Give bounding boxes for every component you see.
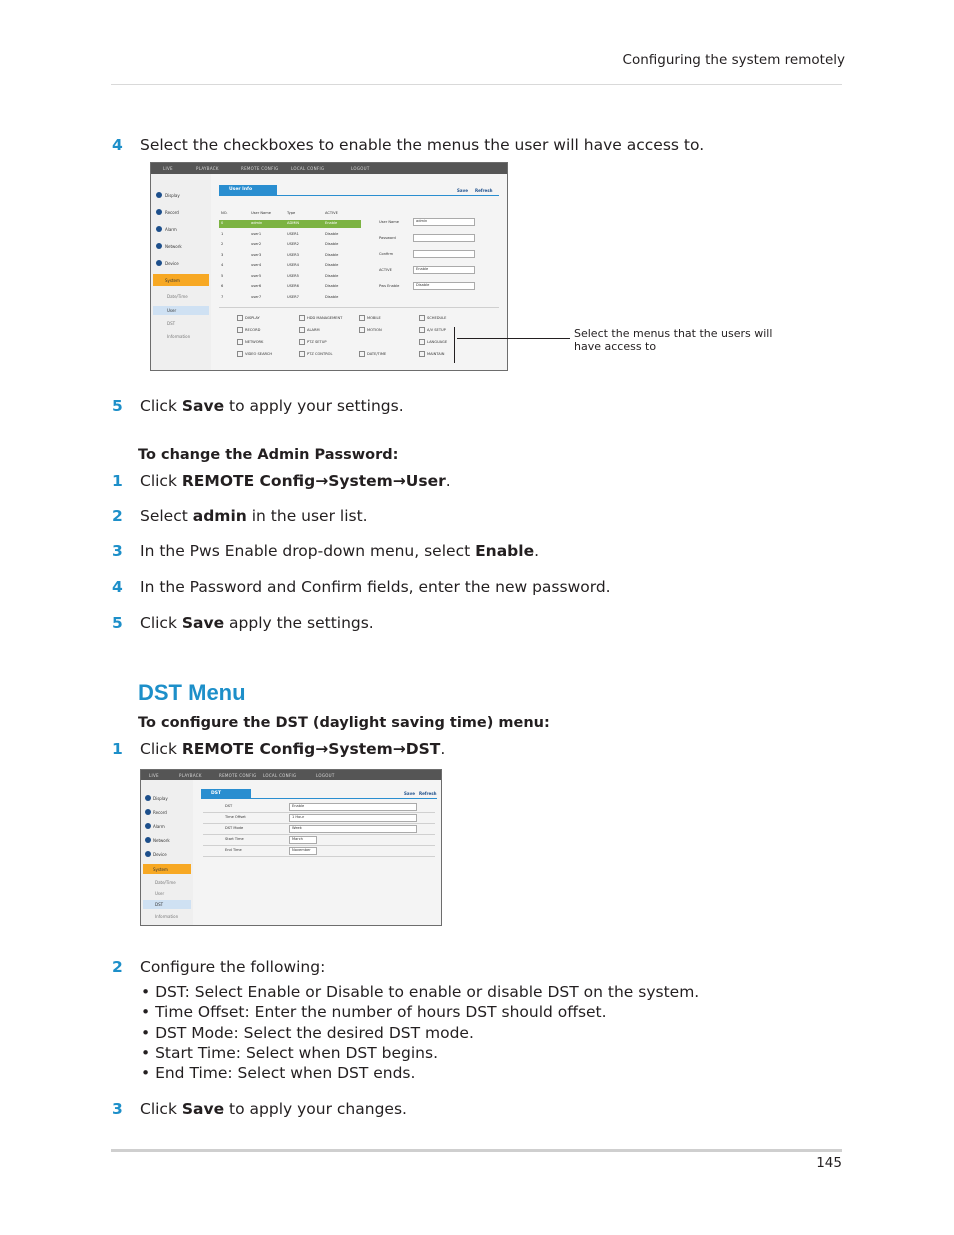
step-number: 2 (112, 958, 123, 976)
permission-label: ALARM (307, 328, 320, 332)
active-select[interactable] (413, 266, 475, 274)
table-cell: user1 (251, 231, 262, 236)
sidebar-sub-user: User (167, 308, 177, 313)
tab-remote-config: REMOTE CONFIG (241, 166, 279, 171)
table-cell: Disable (325, 263, 339, 267)
step-after: . (534, 542, 540, 560)
table-cell: Disable (325, 294, 339, 299)
step-bold-user: User (405, 472, 446, 490)
user-name-field[interactable] (413, 218, 475, 226)
label-user-name: User Name (379, 220, 399, 224)
step-after: to apply your changes. (224, 1100, 407, 1118)
step-number: 2 (112, 507, 123, 525)
home-icon (145, 795, 151, 801)
step-bold-remote-config: REMOTE Config (181, 740, 316, 758)
dst-row-divider (203, 856, 435, 857)
tab-playback: PLAYBACK (179, 773, 202, 778)
callout-text: Select the menus that the users will have access to (574, 327, 773, 353)
permission-label: VIDEO SEARCH (245, 352, 273, 356)
sidebar-record: Record (153, 810, 167, 815)
step-bold-remote-config: REMOTE Config (181, 472, 316, 490)
dst-row-label: Time Offset (225, 815, 246, 819)
dst-row-select[interactable] (289, 836, 317, 844)
dst-row-divider (203, 845, 435, 846)
step-text: Select the checkboxes to enable the menus the user will have access to. (140, 136, 705, 154)
record-icon (145, 809, 151, 815)
sidebar-sub-user: User (155, 891, 165, 896)
user-name-value: admin (416, 219, 428, 223)
sidebar-sub-dst: DST (167, 321, 176, 326)
step-text: Configure the following: (140, 958, 326, 976)
callout-bracket (454, 327, 455, 363)
checkbox-icon[interactable] (299, 351, 305, 357)
dst-row-value: 1 Hour (292, 815, 305, 819)
sidebar-display: Display (165, 193, 180, 198)
permission-label: SCHEDULE (427, 316, 447, 320)
table-cell: user7 (251, 294, 262, 299)
table-cell: USER6 (287, 284, 299, 288)
checkbox-icon[interactable] (419, 351, 425, 357)
permission-label: RECORD (245, 328, 261, 332)
table-cell: Disable (325, 252, 339, 257)
dst-row-divider (203, 834, 435, 835)
bullet-time-offset: • Time Offset: Enter the number of hours DST should offset. (141, 1003, 607, 1022)
alarm-icon (145, 823, 151, 829)
step-bold: Save (181, 397, 225, 415)
table-cell: user4 (251, 263, 262, 267)
step-before: Select (140, 507, 193, 525)
sidebar-record: Record (165, 210, 179, 215)
label-active: ACTIVE (379, 268, 392, 272)
section-title-dst: DST Menu (138, 680, 246, 705)
bullet-start-time: • Start Time: Select when DST begins. (141, 1043, 438, 1062)
refresh-link[interactable]: Refresh (419, 791, 437, 796)
admin-step-1 (112, 471, 451, 491)
table-cell: Enable (325, 221, 338, 225)
permission-checkbox[interactable] (237, 351, 272, 357)
table-cell: USER5 (287, 273, 299, 278)
dst-row-divider (203, 823, 435, 824)
table-cell: USER7 (287, 294, 299, 299)
table-cell: user5 (251, 273, 262, 278)
password-field[interactable] (413, 234, 475, 242)
permission-label: LANGUAGE (427, 340, 448, 344)
dst-row-select[interactable] (289, 803, 417, 811)
step-click-save (112, 396, 404, 416)
checkbox-icon[interactable] (419, 339, 425, 345)
permission-checkbox[interactable] (237, 315, 260, 321)
table-cell: 6 (221, 284, 224, 288)
table-header: Type (287, 211, 296, 215)
table-cell: 4 (221, 263, 224, 267)
permission-checkbox[interactable] (299, 351, 333, 357)
arrow-icon: → (315, 472, 329, 490)
table-cell: USER3 (287, 252, 299, 257)
sidebar-alarm: Alarm (165, 227, 177, 232)
admin-step-4 (112, 577, 611, 597)
step-after: . (445, 472, 451, 490)
table-cell: Disable (325, 242, 339, 246)
sidebar-alarm: Alarm (153, 824, 165, 829)
permission-label: HDD MANAGEMENT (307, 316, 343, 320)
table-cell: Disable (325, 231, 339, 236)
permission-checkbox[interactable] (237, 339, 263, 345)
sidebar-network: Network (165, 244, 182, 249)
permission-checkbox[interactable] (419, 339, 447, 345)
table-cell: user2 (251, 242, 262, 246)
sidebar-system-active (153, 274, 209, 286)
permission-checkbox[interactable] (299, 315, 342, 321)
step-after: in the user list. (246, 507, 368, 525)
permission-checkbox[interactable] (359, 327, 382, 333)
step-before: Click (140, 397, 182, 415)
bullet-dst: • DST: Select Enable or Disable to enable or disable DST on the system. (141, 983, 700, 1001)
permission-checkbox[interactable] (419, 327, 446, 333)
permission-label: MOBILE (367, 316, 381, 320)
running-header: Configuring the system remotely (622, 52, 845, 68)
dst-row-label: DST (225, 804, 233, 808)
table-cell: USER4 (287, 263, 299, 267)
checkbox-icon[interactable] (299, 315, 305, 321)
header-divider (111, 84, 842, 85)
confirm-field[interactable] (413, 250, 475, 258)
dst-options-list (141, 982, 699, 1083)
sidebar-sub-information: Information (155, 914, 179, 919)
step-bold: Save (181, 614, 225, 632)
step-number: 1 (112, 472, 123, 490)
home-icon (156, 192, 162, 198)
label-pws-enable: Pws Enable (379, 284, 400, 288)
pws-enable-value: Disable (416, 283, 430, 287)
checkbox-icon[interactable] (359, 327, 365, 333)
step-before: Click (140, 1100, 182, 1118)
dst-row-value: November (292, 848, 311, 852)
dst-row-value: Enable (292, 804, 305, 808)
save-link[interactable]: Save (404, 791, 415, 796)
checkbox-icon[interactable] (359, 315, 365, 321)
permission-label: MOTION (367, 328, 382, 332)
tab-remote-config: REMOTE CONFIG (219, 773, 257, 778)
dst-step-1 (112, 739, 446, 759)
panel-title-user-info: User Info (219, 185, 277, 195)
permission-label: NETWORK (245, 340, 264, 344)
step-text: In the Password and Confirm fields, enter the new password. (140, 578, 611, 596)
device-icon (156, 260, 162, 266)
record-icon (156, 209, 162, 215)
step-before: Click (140, 472, 182, 490)
step-number: 4 (112, 136, 123, 154)
permission-checkbox[interactable] (359, 351, 386, 357)
step-number: 5 (112, 397, 123, 415)
tab-live: LIVE (163, 166, 173, 171)
alarm-icon (156, 226, 162, 232)
table-cell: USER2 (287, 242, 299, 246)
footer-divider (111, 1149, 842, 1152)
step-after: apply the settings. (224, 614, 374, 632)
admin-step-3 (112, 541, 540, 561)
checkbox-icon[interactable] (359, 351, 365, 357)
dst-heading: To configure the DST (daylight saving time) menu: (138, 715, 550, 731)
arrow-icon: → (315, 740, 329, 758)
dst-row-label: Start Time (225, 837, 244, 841)
step-number: 5 (112, 614, 123, 632)
step-bold: Save (181, 1100, 225, 1118)
step-before: In the Pws Enable drop-down menu, select (140, 542, 476, 560)
table-cell: 0 (221, 221, 224, 225)
table-cell: USER1 (287, 231, 299, 236)
permission-checkbox[interactable] (299, 327, 320, 333)
bullet-dst-mode: • DST Mode: Select the desired DST mode. (141, 1023, 474, 1042)
table-header: NO. (221, 211, 228, 215)
permission-checkbox[interactable] (419, 351, 444, 357)
table-cell: admin (251, 221, 263, 225)
page-number: 145 (816, 1155, 842, 1171)
step-bold: admin (192, 507, 247, 525)
checkbox-icon[interactable] (237, 351, 243, 357)
dst-row-value: Week (292, 826, 302, 830)
dst-step-3 (112, 1099, 407, 1119)
screenshot-top-nav (141, 770, 441, 780)
sidebar-system: System (165, 278, 180, 283)
step-before: Click (140, 614, 182, 632)
sidebar-sub-datetime: Date/Time (155, 880, 176, 885)
refresh-link[interactable]: Refresh (475, 188, 493, 193)
sidebar-sub-datetime: Date/Time (167, 294, 188, 299)
bullet-end-time: • End Time: Select when DST ends. (141, 1064, 416, 1083)
checkbox-icon[interactable] (237, 339, 243, 345)
panel-title-underline (219, 195, 499, 196)
dst-screenshot (140, 769, 442, 926)
admin-step-5 (112, 613, 374, 633)
checkbox-icon[interactable] (237, 327, 243, 333)
user-info-screenshot (150, 162, 508, 371)
sidebar-device: Device (153, 852, 167, 857)
sidebar-system: System (153, 867, 168, 872)
permission-checkbox[interactable] (359, 315, 381, 321)
table-cell: 2 (221, 242, 224, 246)
checkbox-icon[interactable] (237, 315, 243, 321)
sidebar-sub-information: Information (167, 334, 191, 339)
dst-settings-rows (203, 800, 435, 856)
table-cell: ADMIN (287, 221, 300, 225)
active-value: Enable (416, 267, 429, 271)
table-cell: 3 (221, 252, 224, 257)
checkbox-icon[interactable] (419, 327, 425, 333)
network-icon (156, 243, 162, 249)
sidebar-network: Network (153, 838, 170, 843)
arrow-icon: → (392, 740, 406, 758)
admin-password-heading: To change the Admin Password: (138, 447, 399, 463)
label-password: Password (379, 236, 396, 240)
step-bold-dst: DST (405, 740, 441, 758)
user-table (221, 211, 361, 299)
admin-step-2 (112, 506, 368, 526)
tab-logout: LOGOUT (316, 773, 335, 778)
dst-row-value: March (292, 837, 303, 841)
step-number: 1 (112, 740, 123, 758)
screenshot-sidebar (151, 174, 211, 370)
step-select-checkboxes (112, 135, 705, 155)
step-number: 4 (112, 578, 123, 596)
step-bold-system: System (328, 472, 393, 490)
table-cell: 1 (221, 231, 224, 236)
sidebar-dst-active (143, 900, 191, 909)
table-cell: Disable (325, 273, 339, 278)
permission-checkbox[interactable] (419, 315, 446, 321)
tab-local-config: LOCAL CONFIG (263, 773, 297, 778)
save-link[interactable]: Save (457, 188, 468, 193)
permission-label: DISPLAY (245, 316, 260, 320)
sidebar-user-active (153, 306, 209, 315)
permission-label: A/V SETUP (427, 328, 446, 332)
table-header: ACTIVE (325, 211, 338, 215)
screenshot-sidebar (141, 780, 193, 925)
permission-checkbox[interactable] (299, 339, 327, 345)
table-cell: Disable (325, 284, 339, 288)
dst-row-select[interactable] (289, 825, 417, 833)
step-number: 3 (112, 542, 123, 560)
panel-title-dst: DST (201, 789, 251, 798)
dst-row-select[interactable] (289, 814, 417, 822)
step-number: 3 (112, 1100, 123, 1118)
table-cell: 7 (221, 294, 224, 299)
checkbox-icon[interactable] (299, 327, 305, 333)
permission-label: MAINTAIN (427, 352, 445, 356)
screenshot-top-nav (151, 163, 507, 174)
label-confirm: Confirm (379, 252, 394, 256)
permission-label: DATE/TIME (367, 352, 387, 356)
sidebar-device: Device (165, 261, 179, 266)
permission-label: PTZ SETUP (307, 340, 327, 344)
checkbox-icon[interactable] (419, 315, 425, 321)
permissions-grid (237, 315, 457, 359)
callout-line (457, 338, 570, 339)
step-after: to apply your settings. (224, 397, 404, 415)
dst-step-2 (112, 957, 326, 977)
table-cell: user6 (251, 284, 262, 288)
sidebar-display: Display (153, 796, 168, 801)
step-after: . (440, 740, 446, 758)
dst-row-divider (203, 812, 435, 813)
permission-label: PTZ CONTROL (307, 352, 333, 356)
dst-row-label: DST Mode (225, 826, 244, 830)
permission-checkbox[interactable] (237, 327, 260, 333)
device-icon (145, 851, 151, 857)
arrow-icon: → (392, 472, 406, 490)
tab-live: LIVE (149, 773, 159, 778)
panel-title-underline (201, 798, 437, 799)
dst-row-select[interactable] (289, 847, 317, 855)
checkbox-icon[interactable] (299, 339, 305, 345)
pws-enable-select[interactable] (413, 282, 475, 290)
permissions-divider (219, 307, 499, 308)
tab-playback: PLAYBACK (196, 166, 219, 171)
table-cell: user3 (251, 252, 262, 257)
network-icon (145, 837, 151, 843)
step-before: Click (140, 740, 182, 758)
sidebar-sub-dst: DST (155, 902, 164, 907)
step-bold: Enable (475, 542, 535, 560)
step-bold-system: System (328, 740, 393, 758)
table-header: User Name (251, 211, 271, 215)
tab-logout: LOGOUT (351, 166, 370, 171)
tab-local-config: LOCAL CONFIG (291, 166, 325, 171)
table-cell: 5 (221, 273, 224, 278)
dst-row-label: End Time (225, 848, 242, 852)
